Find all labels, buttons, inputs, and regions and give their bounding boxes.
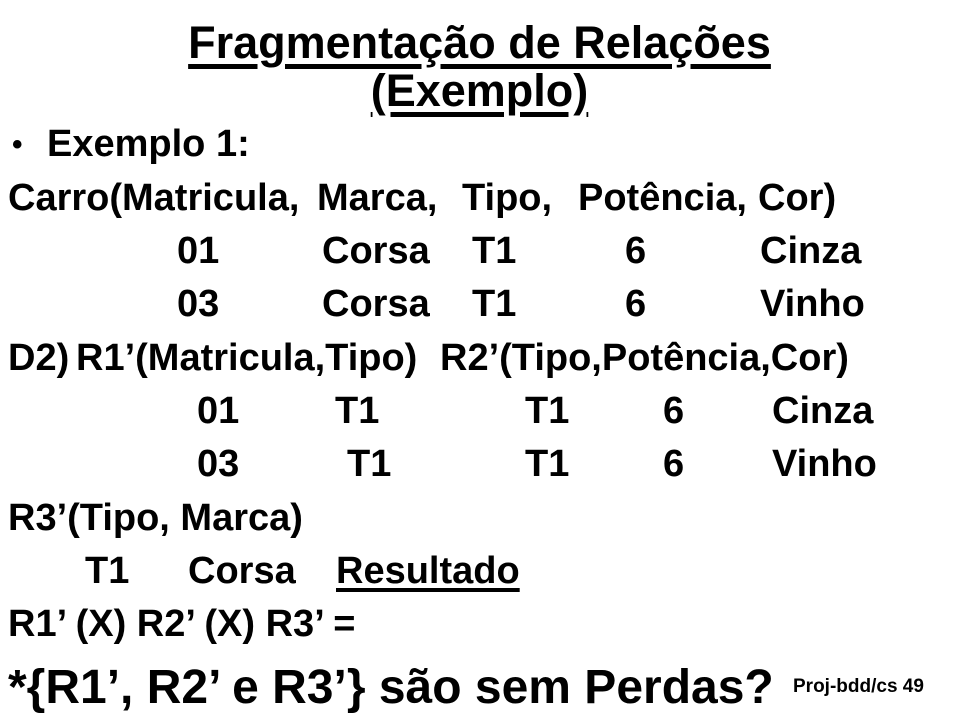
table-cell-tipo-r1: T1	[335, 390, 380, 432]
table-cell-matricula: 01	[177, 230, 220, 272]
title-line-2: (Exemplo)	[370, 65, 589, 116]
table-cell-cor: Vinho	[760, 283, 865, 325]
title-line-1: Fragmentação de Relações	[188, 17, 771, 68]
schema-token: Potência,	[578, 177, 747, 219]
schema-token: Carro(Matricula,	[8, 177, 300, 219]
join-expression-text: R1’ (X) R2’ (X) R3’ =	[8, 603, 356, 645]
schema-token: R3’(Tipo, Marca)	[8, 497, 303, 539]
schema-token: R1’(Matricula,Tipo)	[76, 337, 418, 379]
table-cell-matricula: 03	[197, 443, 240, 485]
slide-number: Proj-bdd/cs 49	[793, 676, 924, 697]
table-cell-matricula: 03	[177, 283, 220, 325]
table-cell-tipo-r2: T1	[525, 443, 570, 485]
table-cell-potencia: 6	[663, 390, 685, 432]
page-title	[0, 19, 959, 115]
schema-token: Tipo,	[462, 177, 553, 219]
table-cell-tipo-r2: T1	[525, 390, 570, 432]
conclusion-text: *{R1’, R2’ e R3’} são sem Perdas?	[8, 661, 774, 714]
table-cell-matricula: 01	[197, 390, 240, 432]
table-cell-cor: Cinza	[772, 390, 874, 432]
table-cell-potencia: 6	[663, 443, 685, 485]
table-cell-tipo: T1	[472, 283, 517, 325]
table-cell-marca: Corsa	[322, 230, 430, 272]
schema-token: Cor)	[758, 177, 837, 219]
table-cell-tipo-r1: T1	[347, 443, 392, 485]
table-cell-potencia: 6	[625, 283, 647, 325]
schema-token: Marca,	[317, 177, 438, 219]
schema-token: R2’(Tipo,Potência,Cor)	[440, 337, 849, 379]
table-cell-tipo: T1	[85, 550, 130, 592]
table-cell-cor: Cinza	[760, 230, 862, 272]
bullet-text: Exemplo 1:	[47, 123, 250, 165]
table-cell-cor: Vinho	[772, 443, 877, 485]
schema-token: D2)	[8, 337, 70, 379]
table-cell-tipo: T1	[472, 230, 517, 272]
table-cell-potencia: 6	[625, 230, 647, 272]
resultado-label: Resultado	[336, 550, 520, 592]
bullet-icon: •	[12, 128, 23, 161]
table-cell-marca: Corsa	[188, 550, 296, 592]
table-cell-marca: Corsa	[322, 283, 430, 325]
